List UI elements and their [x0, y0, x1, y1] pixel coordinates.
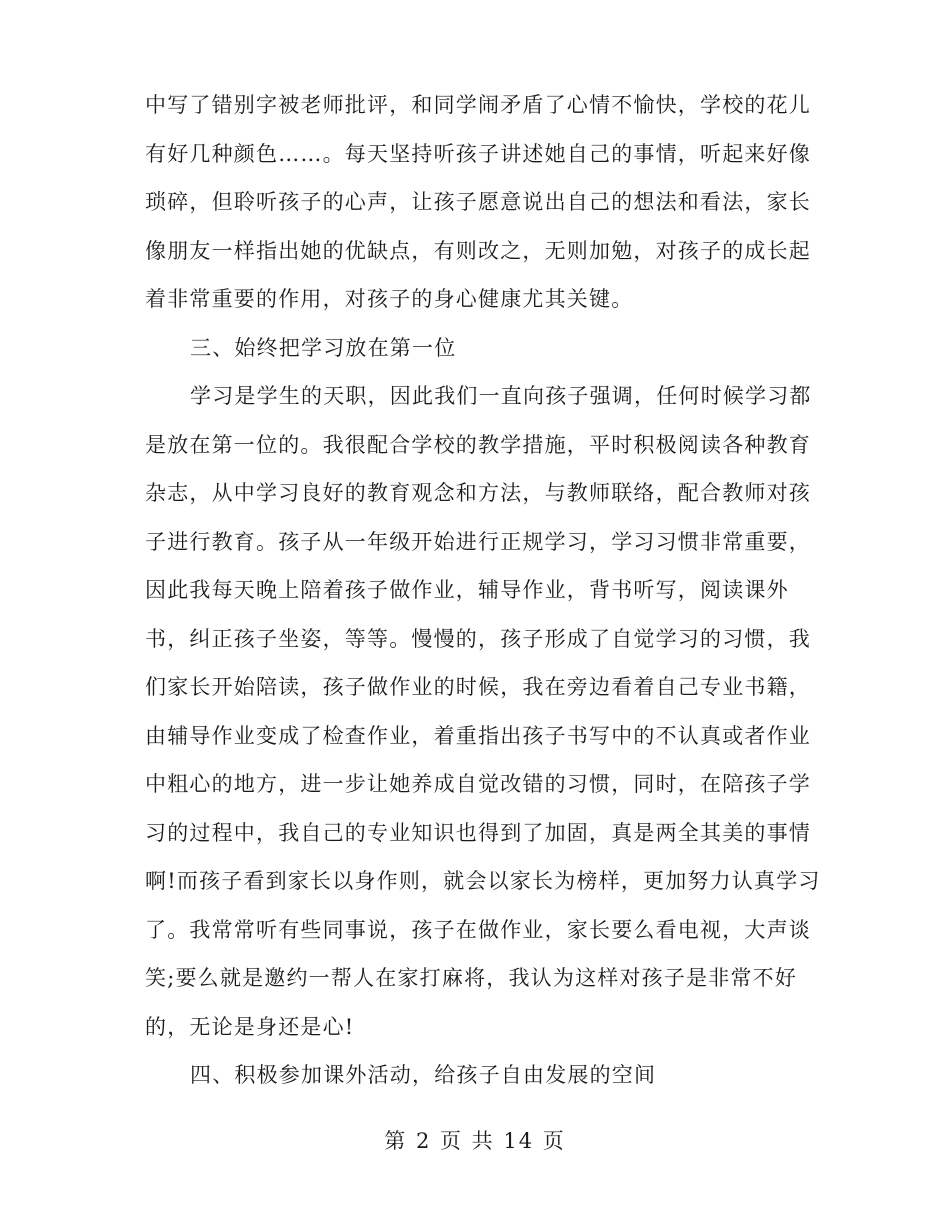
body-text-line: 笑;要么就是邀约一帮人在家打麻将，我认为这样对孩子是非常不好	[145, 966, 798, 990]
section-heading-three: 三、始终把学习放在第一位	[190, 336, 457, 360]
body-text-line: 有好几种颜色……。每天坚持听孩子讲述她自己的事情，听起来好像	[145, 142, 811, 166]
body-text-line: 杂志，从中学习良好的教育观念和方法，与教师联络，配合教师对孩	[145, 481, 811, 505]
body-text-line: 习的过程中，我自己的专业知识也得到了加固，真是两全其美的事情	[145, 821, 811, 845]
body-text-line: 啊!而孩子看到家长以身作则，就会以家长为榜样，更加努力认真学习	[145, 869, 821, 893]
body-text-line: 书，纠正孩子坐姿，等等。慢慢的，孩子形成了自觉学习的习惯，我	[145, 627, 811, 651]
body-text-line: 着非常重要的作用，对孩子的身心健康尤其关键。	[145, 287, 634, 311]
body-text-line: 们家长开始陪读，孩子做作业的时候，我在旁边看着自己专业书籍，	[145, 675, 811, 699]
body-text-line: 琐碎，但聆听孩子的心声，让孩子愿意说出自己的想法和看法，家长	[145, 190, 811, 214]
body-text-line: 像朋友一样指出她的优缺点，有则改之，无则加勉，对孩子的成长起	[145, 239, 811, 263]
body-text-line: 因此我每天晚上陪着孩子做作业，辅导作业，背书听写，阅读课外	[145, 578, 789, 602]
body-text-line: 由辅导作业变成了检查作业，着重指出孩子书写中的不认真或者作业	[145, 724, 811, 748]
body-text-line: 是放在第一位的。我很配合学校的教学措施，平时积极阅读各种教育	[145, 433, 811, 457]
page-number-footer: 第 2 页 共 14 页	[384, 1129, 566, 1153]
body-text-line: 中粗心的地方，进一步让她养成自觉改错的习惯，同时，在陪孩子学	[145, 772, 811, 796]
body-text-line: 的，无论是身还是心!	[145, 1015, 355, 1039]
body-text-line: 子进行教育。孩子从一年级开始进行正规学习，学习习惯非常重要，	[145, 530, 811, 554]
paragraph-first-line: 学习是学生的天职，因此我们一直向孩子强调，任何时候学习都	[190, 384, 812, 408]
body-text-line: 中写了错别字被老师批评，和同学闹矛盾了心情不愉快，学校的花儿	[145, 93, 811, 117]
section-heading-four: 四、积极参加课外活动，给孩子自由发展的空间	[190, 1063, 657, 1087]
body-text-line: 了。我常常听有些同事说，孩子在做作业，家长要么看电视，大声谈	[145, 918, 811, 942]
